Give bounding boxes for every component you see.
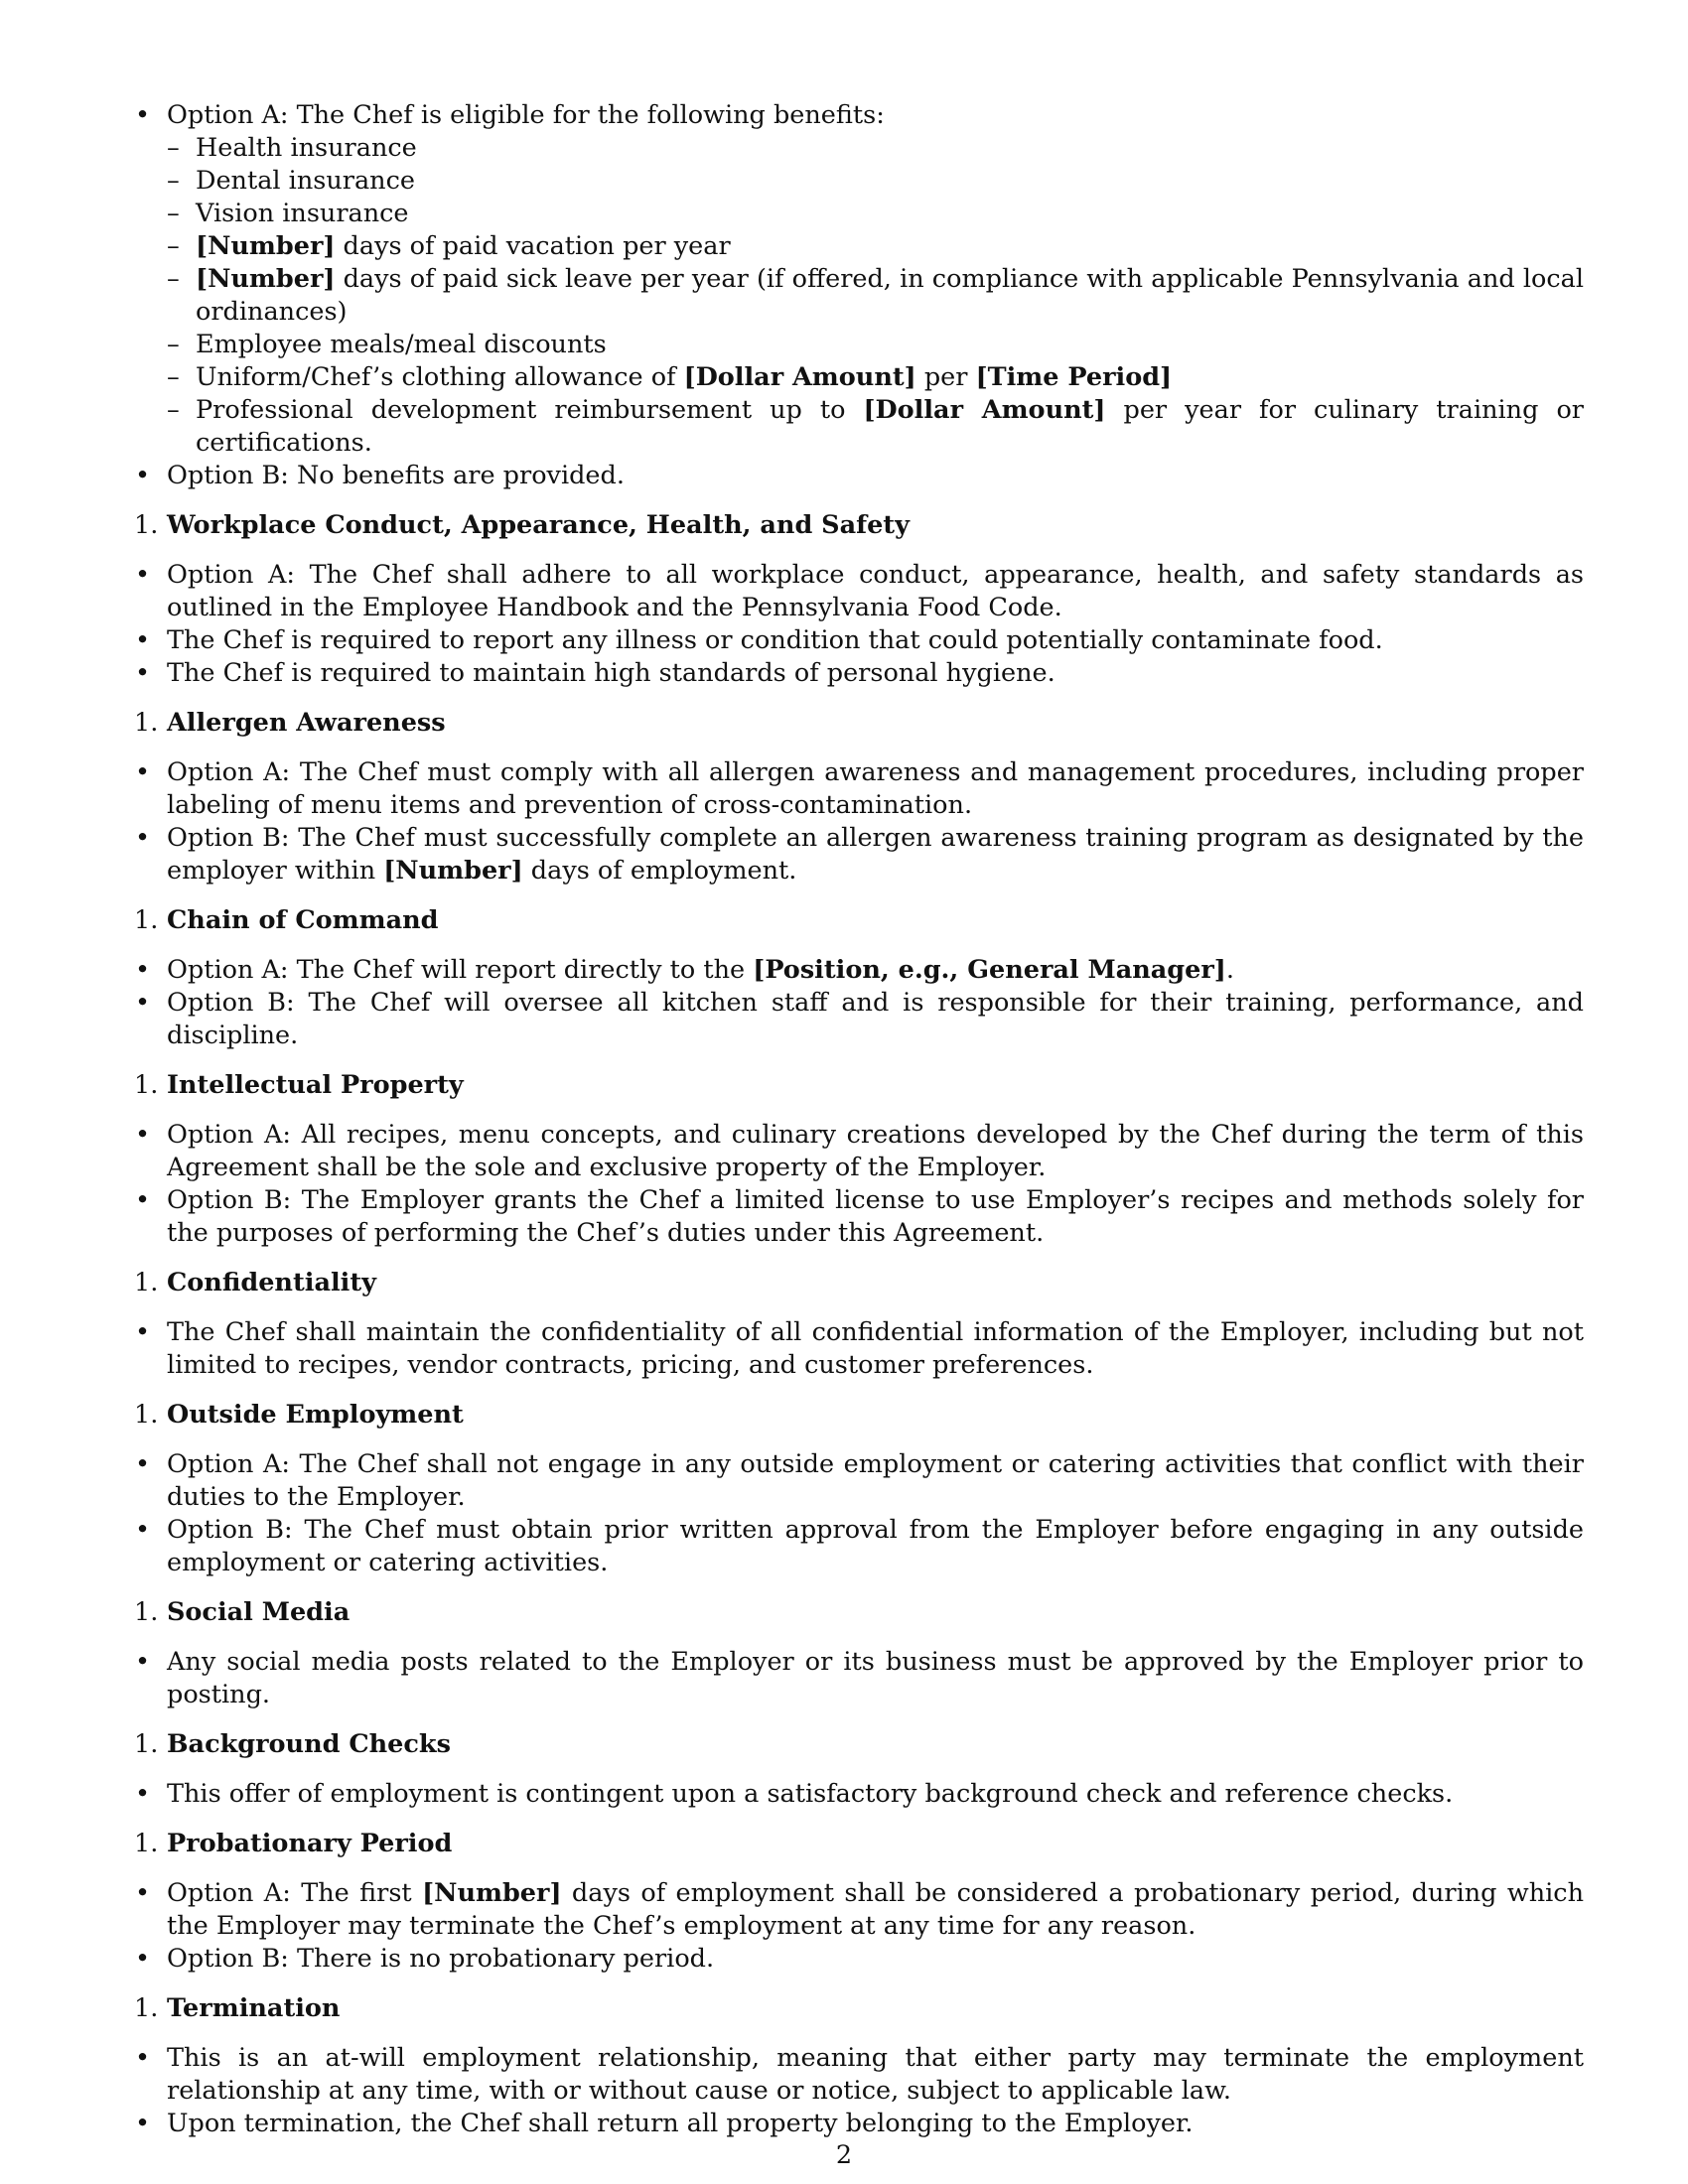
list-item: • Upon termination, the Chef shall return all property belonging to the Employer. xyxy=(134,2108,1584,2140)
list-item: • Any social media posts related to the Employer or its business must be approved by the Employer prior to posting. xyxy=(134,1646,1584,1711)
section-heading-background xyxy=(134,1728,1584,1761)
benefits-list xyxy=(134,99,1584,492)
list-item: • Option A: The Chef shall not engage in any outside employment or catering activities that conflict with their duties to the Employer. xyxy=(134,1448,1584,1514)
section-title: Probationary Period xyxy=(167,1829,453,1858)
section-number: 1. xyxy=(134,1070,159,1100)
list-item-text: Uniform/Chef’s clothing allowance of xyxy=(196,362,684,392)
chain-list xyxy=(134,954,1584,1052)
section-heading-probation xyxy=(134,1828,1584,1860)
list-item: • This offer of employment is contingent upon a satisfactory background check and reference checks. xyxy=(134,1778,1584,1811)
section-heading-social xyxy=(134,1596,1584,1629)
list-item xyxy=(134,822,1584,887)
list-item-text: Option A: The first xyxy=(167,1878,423,1908)
section-title: Social Media xyxy=(167,1597,351,1627)
section-number: 1. xyxy=(134,1268,159,1297)
list-item: • Option B: There is no probationary period. xyxy=(134,1943,1584,1976)
termination-list xyxy=(134,2042,1584,2140)
section-number: 1. xyxy=(134,708,159,738)
placeholder-field: [Dollar Amount] xyxy=(683,362,916,392)
outside-list xyxy=(134,1448,1584,1579)
list-item xyxy=(167,230,1584,263)
list-item: • Option B: No benefits are provided. xyxy=(134,460,1584,492)
section-heading-ip xyxy=(134,1069,1584,1102)
section-heading-conduct xyxy=(134,509,1584,542)
section-number: 1. xyxy=(134,905,159,935)
document-content xyxy=(134,99,1584,2140)
list-item: • Option A: All recipes, menu concepts, and culinary creations developed by the Chef during the term of this Agreement shall be the sole and exclusive property of the Employer. xyxy=(134,1119,1584,1184)
list-item: • Option B: The Employer grants the Chef a limited license to use Employer’s recipes and methods solely for the purposes of performing the Chef’s duties under this Agreement. xyxy=(134,1184,1584,1250)
list-item: • Option A: The Chef must comply with all allergen awareness and management procedures, including proper labeling of menu items and prevention of cross-contamination. xyxy=(134,756,1584,822)
placeholder-field: [Time Period] xyxy=(975,362,1173,392)
section-title: Allergen Awareness xyxy=(167,708,446,738)
list-item-text: days of employment. xyxy=(522,856,797,886)
list-item-text: days of paid sick leave per year (if offered, in compliance with applicable Pennsylvania and local ordinances) xyxy=(196,264,1584,327)
list-item: • The Chef is required to report any illness or condition that could potentially contaminate food. xyxy=(134,624,1584,657)
placeholder-field: [Position, e.g., General Manager] xyxy=(753,955,1226,985)
background-list xyxy=(134,1778,1584,1811)
list-item xyxy=(134,99,1584,460)
section-title: Background Checks xyxy=(167,1729,451,1759)
list-item xyxy=(167,361,1584,394)
list-item: – Health insurance xyxy=(167,132,1584,165)
list-item xyxy=(167,263,1584,329)
placeholder-field: [Dollar Amount] xyxy=(863,395,1106,425)
placeholder-field: [Number] xyxy=(196,231,336,261)
section-heading-allergen xyxy=(134,707,1584,740)
section-heading-outside xyxy=(134,1399,1584,1432)
allergen-list xyxy=(134,756,1584,887)
list-item: • Option B: The Chef will oversee all kitchen staff and is responsible for their training, performance, and discipline. xyxy=(134,987,1584,1052)
section-number: 1. xyxy=(134,1400,159,1430)
section-number: 1. xyxy=(134,510,159,540)
list-item-text: Option B: The Chef must successfully complete an allergen awareness training program as designated by the employer within xyxy=(167,823,1584,886)
social-list xyxy=(134,1646,1584,1711)
list-item: • The Chef is required to maintain high standards of personal hygiene. xyxy=(134,657,1584,690)
probation-list xyxy=(134,1877,1584,1976)
list-item-text: per year for culinary training or certifications. xyxy=(196,395,1584,458)
list-item-text: days of employment shall be considered a probationary period, during which the Employer may terminate the Chef’s employment at any time for any reason. xyxy=(167,1878,1584,1941)
section-title: Workplace Conduct, Appearance, Health, and Safety xyxy=(167,510,910,540)
list-item: • This is an at-will employment relationship, meaning that either party may terminate the employment relationship at any time, with or without cause or notice, subject to applicable law. xyxy=(134,2042,1584,2108)
section-heading-confidentiality xyxy=(134,1267,1584,1299)
benefits-option-a: Option A: The Chef is eligible for the following benefits: xyxy=(167,100,885,130)
section-number: 1. xyxy=(134,1597,159,1627)
list-item xyxy=(134,954,1584,987)
confidentiality-list xyxy=(134,1316,1584,1382)
section-title: Termination xyxy=(167,1993,341,2023)
section-heading-termination xyxy=(134,1992,1584,2025)
list-item: • Option B: The Chef must obtain prior written approval from the Employer before engaging in any outside employment or catering activities. xyxy=(134,1514,1584,1579)
section-title: Outside Employment xyxy=(167,1400,464,1430)
list-item: – Employee meals/meal discounts xyxy=(167,329,1584,361)
section-title: Chain of Command xyxy=(167,905,439,935)
placeholder-field: [Number] xyxy=(383,856,523,886)
ip-list xyxy=(134,1119,1584,1250)
page-number: 2 xyxy=(835,2140,853,2170)
list-item: – Dental insurance xyxy=(167,165,1584,198)
section-number: 1. xyxy=(134,1993,159,2023)
list-item-text: Professional development reimbursement up to xyxy=(196,395,864,425)
list-item-text: Option A: The Chef will report directly to the xyxy=(167,955,754,985)
list-item-text: per xyxy=(915,362,976,392)
list-item xyxy=(167,394,1584,460)
list-item-text: . xyxy=(1225,955,1234,985)
placeholder-field: [Number] xyxy=(422,1878,562,1908)
section-number: 1. xyxy=(134,1829,159,1858)
list-item: • The Chef shall maintain the confidentiality of all confidential information of the Employer, including but not limited to recipes, vendor contracts, pricing, and customer preferences. xyxy=(134,1316,1584,1382)
list-item: • Option A: The Chef shall adhere to all workplace conduct, appearance, health, and safety standards as outlined in the Employee Handbook and the Pennsylvania Food Code. xyxy=(134,559,1584,624)
section-title: Confidentiality xyxy=(167,1268,376,1297)
list-item-text: days of paid vacation per year xyxy=(335,231,731,261)
placeholder-field: [Number] xyxy=(196,264,336,294)
benefits-sublist xyxy=(167,132,1584,460)
list-item: – Vision insurance xyxy=(167,198,1584,230)
list-item xyxy=(134,1877,1584,1943)
section-title: Intellectual Property xyxy=(167,1070,464,1100)
conduct-list xyxy=(134,559,1584,690)
section-number: 1. xyxy=(134,1729,159,1759)
section-heading-chain xyxy=(134,904,1584,937)
